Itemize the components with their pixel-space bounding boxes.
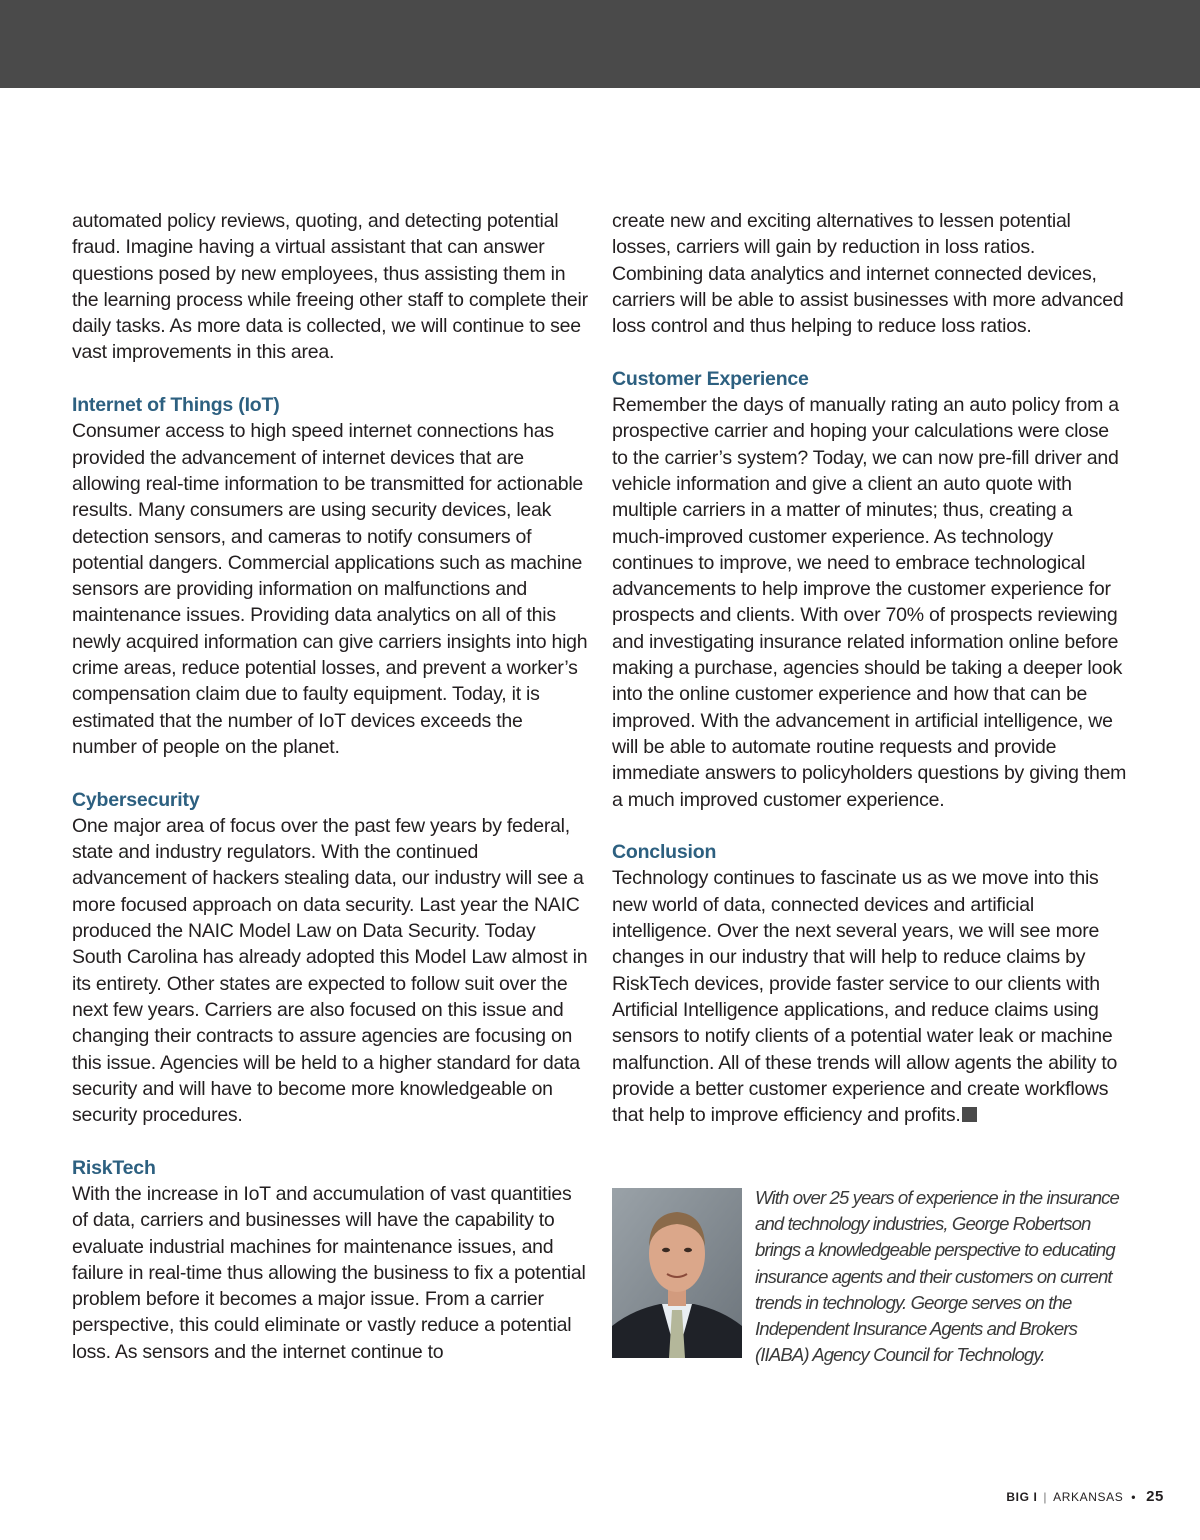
top-banner	[0, 0, 1200, 88]
iot-heading: Internet of Things (IoT)	[72, 394, 280, 417]
footer-state: ARKANSAS	[1053, 1490, 1124, 1504]
page-number: 25	[1146, 1488, 1164, 1505]
intro-paragraph: automated policy reviews, quoting, and detecting potential fraud. Imagine having a virtual assistant that can answer questions posed by new employees, thus assisting them in the learning process while freeing other staff to complete their daily tasks. As more data is collected, we will continue to see vast improvements in this area.	[72, 210, 588, 364]
continuation-paragraph: create new and exciting alternatives to lessen potential losses, carriers will gain by reduction in loss ratios. Combining data analytics and internet connected devices, carriers will be able to assist businesses with more advanced loss control and thus helping to reduce loss ratios.	[612, 210, 1124, 338]
author-bio: With over 25 years of experience in the insurance and technology industries, George Robertson brings a knowledgeable perspective to educating insurance agents and their customers on current trends in technology. George serves on the Independent Insurance Agents and Brokers (IIABA) Agency Council for Technology.	[755, 1187, 1119, 1366]
footer-bullet-icon: •	[1131, 1490, 1137, 1504]
author-portrait-icon	[612, 1188, 742, 1358]
conclusion-text: Technology continues to fascinate us as we move into this new world of data, connected devices and artificial intelligence. Over the next several years, we will see more changes in our industry that will help to reduce claims by RiskTech devices, provide faster service to our clients with Artificial Intelligence applications, and reduce claims using sensors to notify clients of a potential water leak or machine malfunction. All of these trends will allow agents the ability to provide a better customer experience and create workflows that help to improve efficiency and profits.	[612, 867, 1118, 1127]
customer-experience-paragraph: Remember the days of manually rating an auto policy from a prospective carrier and hoping your calculations were close to the carrier’s system? Today, we can now pre-fill driver and vehicle information and give a client an auto quote with multiple carriers in a matter of minutes; thus, creating a much-improved customer experience. As technology continues to improve, we need to embrace technological advancements to help improve the customer experience for prospects and clients. With over 70% of prospects reviewing and investigating insurance related information online before making a purchase, agencies should be taking a deeper look into the online customer experience and how that can be improved. With the advancement in artificial intelligence, we will be able to automate routine requests and provide immediate answers to policyholders questions by giving them a much improved customer experience.	[612, 394, 1127, 811]
cybersecurity-paragraph: One major area of focus over the past few years by federal, state and industry regulators. With the continued advancement of hackers stealing data, our industry will see a more focused approach on data security. Last year the NAIC produced the NAIC Model Law on Data Security. Today South Carolina has already adopted this Model Law almost in its entirety. Other states are expected to follow suit over the next few years. Carriers are also focused on this issue and changing their contracts to assure agencies are focusing on this issue. Agencies will be held to a higher standard for data security and will have to become more knowledgeable on security procedures.	[72, 814, 588, 1127]
risktech-paragraph: With the increase in IoT and accumulation of vast quantities of data, carriers and businesses will have the capability to evaluate industrial machines for maintenance issues, and failure in real-time thus allowing the business to fix a potential problem before it becomes a major issue. From a carrier perspective, this could eliminate or vastly reduce a potential loss. As sensors and the internet continue to	[72, 1182, 586, 1363]
publication-name: BIG I	[1006, 1490, 1038, 1504]
iot-paragraph: Consumer access to high speed internet connections has provided the advancement of internet devices that are allowing real-time information to be transmitted for actionable results. Many consumers are using security devices, leak detection sensors, and cameras to notify consumers of potential dangers. Commercial applications such as machine sensors are providing information on malfunctions and maintenance issues. Providing data analytics on all of this newly acquired information can give carriers insights into high crime areas, reduce potential losses, and prevent a worker’s compensation claim due to faulty equipment. Today, it is estimated that the number of IoT devices exceeds the number of people on the planet.	[72, 420, 588, 758]
footer-separator: |	[1043, 1490, 1048, 1504]
left-column	[72, 208, 588, 1391]
author-photo	[612, 1188, 742, 1358]
conclusion-paragraph	[612, 865, 1128, 1128]
cybersecurity-heading: Cybersecurity	[72, 788, 200, 811]
end-of-article-mark-icon	[962, 1107, 977, 1122]
right-column	[612, 208, 1128, 1155]
risktech-heading: RiskTech	[72, 1156, 156, 1179]
customer-experience-heading: Customer Experience	[612, 367, 809, 390]
page-footer	[1006, 1488, 1164, 1505]
conclusion-heading: Conclusion	[612, 841, 717, 864]
